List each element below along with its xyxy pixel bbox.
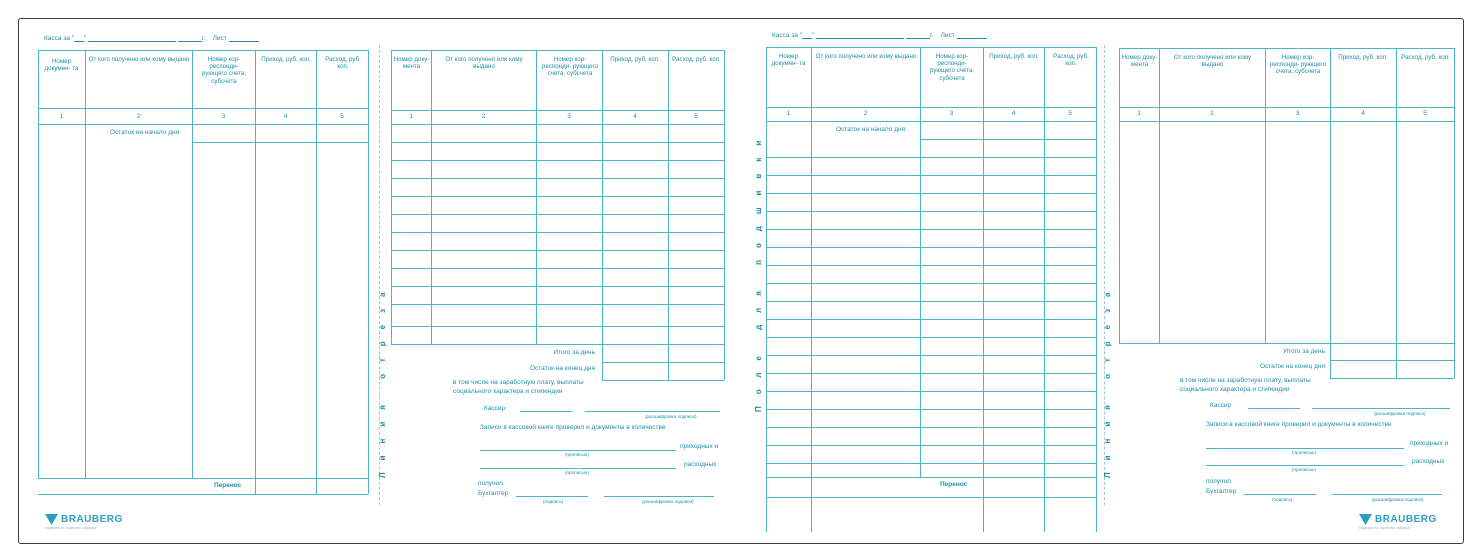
col-from-whom: От кого получено или кому выдано [88,56,190,63]
cash-table-page4 [1119,48,1454,378]
carry-label: Перенос [940,481,968,488]
col-doc-number: Номер докумен- та [771,53,806,68]
left-spread [20,20,742,541]
salary-note-1: в том числе на заработную плату, выплаты [453,379,584,386]
col-num-3: 3 [567,113,571,120]
cashier-label: Кассир [1210,402,1232,409]
accountant-signature-caption: (подпись) [543,499,564,504]
col-from-whom: От кого получено или кому выдано [445,56,523,71]
col-expense: Расход, руб. коп. [325,56,361,71]
outgoing-in-words: (прописью) [565,470,589,475]
col-doc-number: Номер доку- мента [1121,54,1158,69]
col-income: Приход, руб. коп. [1338,54,1388,61]
kassa-header: Касса за " " г. Лист [772,31,987,39]
outgoing-label: расходных [684,461,717,468]
col-num-5: 5 [1068,110,1072,117]
checked-text: Записи в кассовой книге проверил и документы в количестве [1206,421,1392,428]
col-account: Номер кор- респонди- рующего счета, субсчета [541,56,599,78]
salary-note-1: в том числе на заработную плату, выплаты [1180,377,1311,384]
col-num-2: 2 [863,110,868,117]
col-num-3: 3 [221,113,226,120]
outgoing-in-words: (прописью) [1292,467,1316,472]
incoming-label: приходных и [1410,440,1449,447]
received-label: получил. [478,480,505,487]
col-doc-number: Номер докумен- та [44,58,79,73]
outgoing-label: расходных [1412,458,1445,465]
brauberg-logo [1359,514,1437,530]
brand-tagline: надёжность, качество, комфорт [45,526,97,530]
brand-tagline: надёжность, качество, комфорт [1359,526,1411,530]
cash-table-page3 [766,47,1096,532]
accountant-decoding-caption: (расшифровка подписи) [642,499,694,504]
col-num-4: 4 [283,113,288,120]
accountant-decoding-caption: (расшифровка подписи) [1372,497,1424,502]
brauberg-logo-icon [45,514,58,525]
col-from-whom: От кого получено или кому выдано [1173,54,1252,69]
carry-label: Перенос [214,482,242,489]
brand-name: BRAUBERG [61,514,123,525]
col-income: Приход, руб. коп. [610,56,660,63]
col-num-2: 2 [1210,110,1214,117]
col-from-whom: От кого получено или кому выдано [815,53,917,60]
cashier-decoding-caption: (расшифровка подписи) [1374,411,1426,416]
salary-note-2: социального характера и стипендии [1180,386,1290,393]
start-balance-label: Остаток на начало дня [836,126,906,133]
accountant-label: Бухгалтер [1206,488,1237,495]
salary-note-2: социального характера и стипендии [453,388,563,395]
col-num-1: 1 [786,110,791,117]
col-num-5: 5 [694,113,698,120]
start-balance-label: Остаток на начало дня [110,129,180,136]
col-num-1: 1 [59,113,64,120]
end-balance-label: Остаток на конец дня [1259,363,1325,370]
col-num-1: 1 [1137,110,1141,117]
accountant-signature-caption: (подпись) [1272,497,1293,502]
total-day-label: Итого за день [1283,348,1325,355]
col-num-5: 5 [1423,110,1427,117]
incoming-in-words: (прописью) [1292,450,1316,455]
incoming-in-words: (прописью) [565,452,589,457]
accountant-label: Бухгалтер [478,490,509,497]
end-balance-label: Остаток на конец дня [529,365,595,372]
cut-line-text: Линия отреза [1103,280,1112,478]
brauberg-logo-icon [1359,514,1372,525]
col-doc-number: Номер доку- мента [393,56,430,71]
total-day-label: Итого за день [553,349,595,356]
col-num-2: 2 [136,113,141,120]
cashier-decoding-caption: (расшифровка подписи) [645,414,697,419]
col-income: Приход, руб. коп. [989,53,1039,60]
col-num-4: 4 [1361,110,1365,117]
cut-line-text: Линия отреза [378,280,387,478]
col-account: Номер кор- респонди- рующего счета, субсчета [1269,54,1327,76]
brand-name: BRAUBERG [1375,514,1437,525]
binding-field-text: Поле для подшивки [754,128,763,412]
col-num-2: 2 [481,113,486,120]
right-spread [742,20,1462,541]
col-num-1: 1 [409,113,413,120]
kassa-header: Касса за " " г. Лист [44,34,259,42]
col-expense: Расход, руб. коп. [1401,54,1450,61]
incoming-label: приходных и [680,443,719,450]
col-num-3: 3 [1295,110,1300,117]
col-expense: Расход, руб. коп. [1053,53,1089,68]
col-num-4: 4 [633,113,637,120]
col-num-3: 3 [949,110,954,117]
brauberg-logo [45,514,123,530]
cash-table-page2 [391,50,724,380]
col-income: Приход, руб. коп. [261,56,311,63]
received-label: получил. [1206,478,1233,485]
col-account: Номер кор- респонди- рующего счета, субсчета [201,56,247,85]
cashier-label: Кассир [484,405,506,412]
col-account: Номер кор- респонди- рующего счета, субсчета [929,53,975,82]
checked-text: Записи в кассовой книге проверил и документы в количестве [480,424,666,431]
col-expense: Расход, руб. коп. [672,56,721,63]
col-num-4: 4 [1011,110,1016,117]
col-num-5: 5 [340,113,344,120]
cash-table-page1 [38,50,368,495]
